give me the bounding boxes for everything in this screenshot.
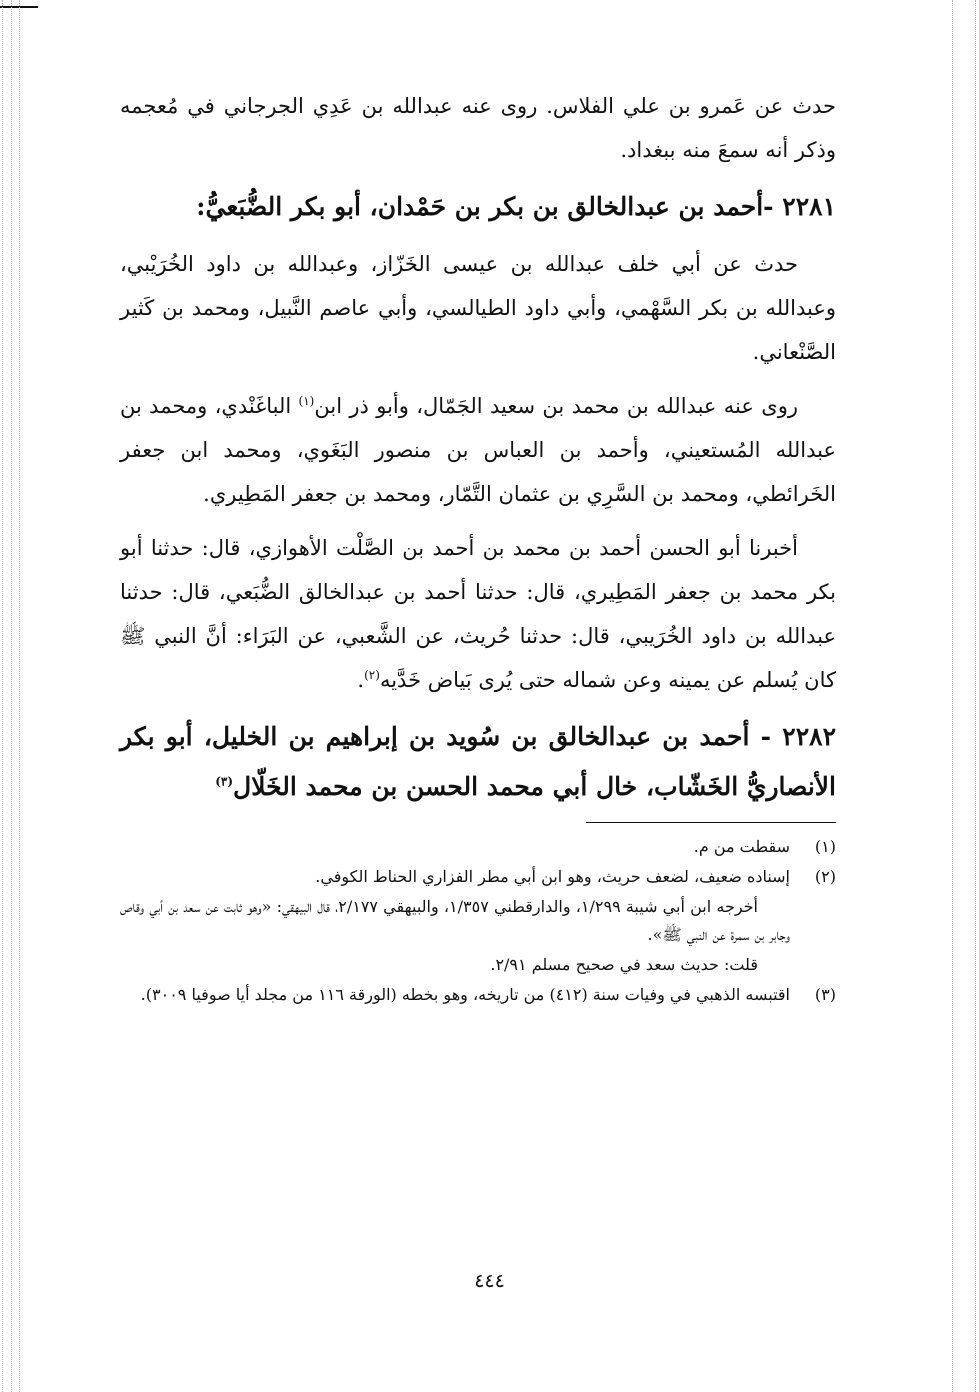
entry-title: - أحمد بن عبدالخالق بن سُويد بن إبراهيم بن الخليل، أبو بكر الأنصاريُّ الخَشّاب، خال أبي محمد الحسن بن محمد الخَلّال	[120, 722, 836, 801]
paragraph-text: روى عنه عبدالله بن محمد بن سعيد الجَمّال، وأبو ذر ابن	[314, 394, 798, 418]
footnote-3	[120, 981, 836, 1009]
scan-margin-dots	[2, 0, 3, 1392]
footnote-separator	[586, 822, 836, 823]
paragraph-teachers: حدث عن أبي خلف عبدالله بن عيسى الخَزّاز، وعبدالله بن داود الخُرَيْبي، وعبدالله بن بكر السَّهْمي، وأبي داود الطيالسي، وأبي عاصم النَّبيل، ومحمد بن كَثير الصَّنْعاني.	[120, 252, 836, 364]
entry-number: ٢٢٨٢	[782, 722, 836, 751]
footnote-text: أخرجه ابن أبي شيبة ١/٢٩٩، والدارقطني ١/٣٥٧، والبيهقي ٢/١٧٧، قال البيهقي: «وهو ثابت عن سعد بن أبي وقاص وجابر بن سمرة عن النبي ﷺ».	[120, 897, 790, 944]
footnote-2	[120, 863, 836, 891]
page-number: ٤٤٤	[474, 1270, 505, 1292]
footnote-text: إسناده ضعيف، لضعف حريث، وهو ابن أبي مطر الفزاري الحناط الكوفي.	[315, 867, 790, 886]
footnote-text: اقتبسه الذهبي في وفيات سنة (٤١٢) من تاريخه، وهو بخطه (الورقة ١١٦ من مجلد أيا صوفيا ٣٠٠٩).	[140, 985, 790, 1004]
paragraph-text: أخبرنا أبو الحسن أحمد بن محمد بن أحمد بن الصَّلْت الأهوازي، قال: حدثنا أبو بكر محمد بن جعفر المَطِيري، قال: حدثنا أحمد بن عبدالخالق الضُّبَعي، قال: حدثنا عبدالله بن داود الخُرَيبي، قال: حدثنا حُريث، عن الشَّعبي، عن البَرَاء: أنَّ النبي ﷺ كان يُسلم عن يمينه وعن شماله حتى يُرى بَياض خَدَّيه	[120, 536, 836, 692]
paragraph-text: .	[357, 668, 365, 692]
paragraph-students	[120, 384, 836, 516]
scan-margin-dots	[975, 0, 976, 1392]
footnote-ref-3[interactable]: (٣)	[215, 774, 234, 789]
footnote-marker: (٢)	[814, 867, 836, 886]
footnote-marker: (٣)	[814, 985, 836, 1004]
scan-margin-dots	[952, 0, 953, 1392]
entry-number: ٢٢٨١	[782, 192, 836, 221]
entry-title: -أحمد بن عبدالخالق بن بكر بن حَمْدان، أبو بكر الضُّبَعيُّ:	[196, 192, 774, 221]
paragraph-hadith	[120, 526, 836, 702]
paragraph-top: حدث عن عَمرو بن علي الفلاس. روى عنه عبدالله بن عَدِي الجرجاني في مُعجمه وذكر أنه سمعَ منه ببغداد.	[120, 94, 836, 162]
footnote-2-note	[120, 951, 836, 979]
footnote-text: قلت: حديث سعد في صحيح مسلم ٢/٩١.	[490, 955, 758, 974]
footnote-ref-2[interactable]: (٢)	[364, 668, 380, 682]
footnote-ref-1[interactable]: (١)	[298, 394, 315, 408]
page-body	[120, 84, 836, 1011]
scan-margin-dots	[19, 0, 20, 1392]
entry-heading-2282	[120, 712, 836, 812]
scan-margin-dots	[11, 0, 12, 1392]
footnote-marker: (١)	[814, 837, 836, 856]
entry-heading-2281	[120, 182, 836, 232]
paragraph-text: الباغَنْدي، ومحمد بن عبدالله المُستعيني، وأحمد بن العباس بن منصور البَغَوي، ومحمد ابن جعفر الخَرائطي، ومحمد بن السَّرِي بن عثمان التَّمّار، ومحمد بن جعفر المَطِيري.	[120, 394, 836, 506]
footnote-1	[120, 833, 836, 861]
footnote-2-continuation	[120, 893, 836, 949]
footnote-text: سقطت من م.	[693, 837, 790, 856]
